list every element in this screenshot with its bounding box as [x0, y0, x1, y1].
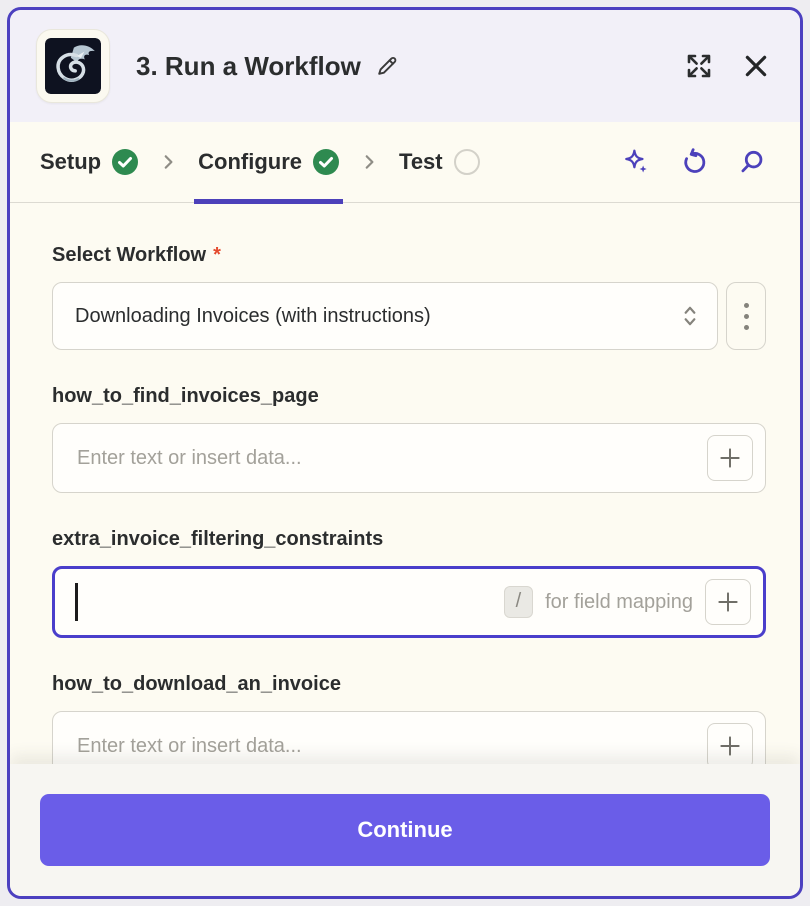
select-caret-icon: [681, 304, 699, 328]
continue-button[interactable]: Continue: [40, 794, 770, 866]
how-to-find-invoices-page-inputbox: [52, 423, 766, 493]
field-label: extra_invoice_filtering_constraints: [52, 528, 384, 550]
kebab-menu-icon: [744, 303, 749, 308]
field-mapping-hint-text: for field mapping: [545, 590, 693, 613]
text-cursor: [75, 583, 78, 621]
workflow-select[interactable]: [52, 282, 718, 350]
panel-footer: [10, 764, 800, 896]
tab-configure[interactable]: [198, 122, 339, 202]
tab-setup[interactable]: [40, 122, 138, 202]
step-title: 3. Run a Workflow: [136, 50, 361, 81]
check-circle-icon: [112, 149, 138, 175]
insert-data-button[interactable]: [707, 435, 753, 481]
field-mapping-hint: [504, 586, 693, 618]
step-config-panel: [7, 7, 803, 899]
field-label: how_to_find_invoices_page: [52, 385, 319, 407]
required-marker: *: [213, 244, 221, 266]
how-to-download-an-invoice-field: [52, 672, 766, 764]
step-tabs: [10, 122, 800, 203]
kebab-menu-icon: [744, 314, 749, 319]
insert-data-button[interactable]: [705, 579, 751, 625]
workflow-select-value: Downloading Invoices (with instructions): [75, 304, 431, 327]
ai-assist-button[interactable]: [618, 144, 654, 180]
how-to-find-invoices-page-input[interactable]: [75, 446, 693, 471]
how-to-download-an-invoice-inputbox: [52, 711, 766, 764]
plus-icon: [717, 445, 743, 471]
chevron-right-icon: [360, 153, 378, 171]
tab-configure-label: Configure: [198, 149, 303, 174]
expand-icon: [684, 51, 714, 81]
slash-key-badge: /: [504, 586, 534, 618]
expand-button[interactable]: [680, 47, 718, 85]
edit-title-button[interactable]: [371, 50, 403, 82]
kebab-menu-icon: [744, 325, 749, 330]
select-workflow-label: [52, 243, 766, 267]
configure-form: [10, 203, 800, 764]
app-logo: [36, 29, 110, 103]
field-label-text: Select Workflow: [52, 244, 207, 266]
search-button[interactable]: [734, 144, 770, 180]
tab-actions: [618, 144, 770, 180]
edit-pencil-icon: [375, 54, 399, 78]
chevron-right-icon: [159, 153, 177, 171]
plus-icon: [717, 733, 743, 759]
dragon-logo: [45, 38, 101, 94]
tab-test-label: Test: [399, 149, 443, 174]
select-workflow-field: [52, 243, 766, 350]
plus-icon: [715, 589, 741, 615]
close-icon: [742, 52, 770, 80]
tab-setup-label: Setup: [40, 149, 102, 174]
field-label: how_to_download_an_invoice: [52, 673, 341, 695]
tab-test[interactable]: [399, 122, 480, 202]
extra-invoice-filtering-constraints-inputbox[interactable]: [52, 566, 766, 638]
check-circle-icon: [313, 149, 339, 175]
how-to-find-invoices-page-field: [52, 384, 766, 493]
search-icon: [738, 148, 766, 176]
refresh-button[interactable]: [676, 144, 712, 180]
extra-invoice-filtering-constraints-field: [52, 527, 766, 638]
how-to-download-an-invoice-input[interactable]: [75, 734, 693, 759]
panel-header: [10, 10, 800, 122]
workflow-options-menu-button[interactable]: [726, 282, 766, 350]
refresh-icon: [680, 148, 708, 176]
close-button[interactable]: [738, 48, 774, 84]
sparkle-ai-icon: [622, 148, 650, 176]
empty-status-circle-icon: [454, 149, 480, 175]
insert-data-button[interactable]: [707, 723, 753, 764]
